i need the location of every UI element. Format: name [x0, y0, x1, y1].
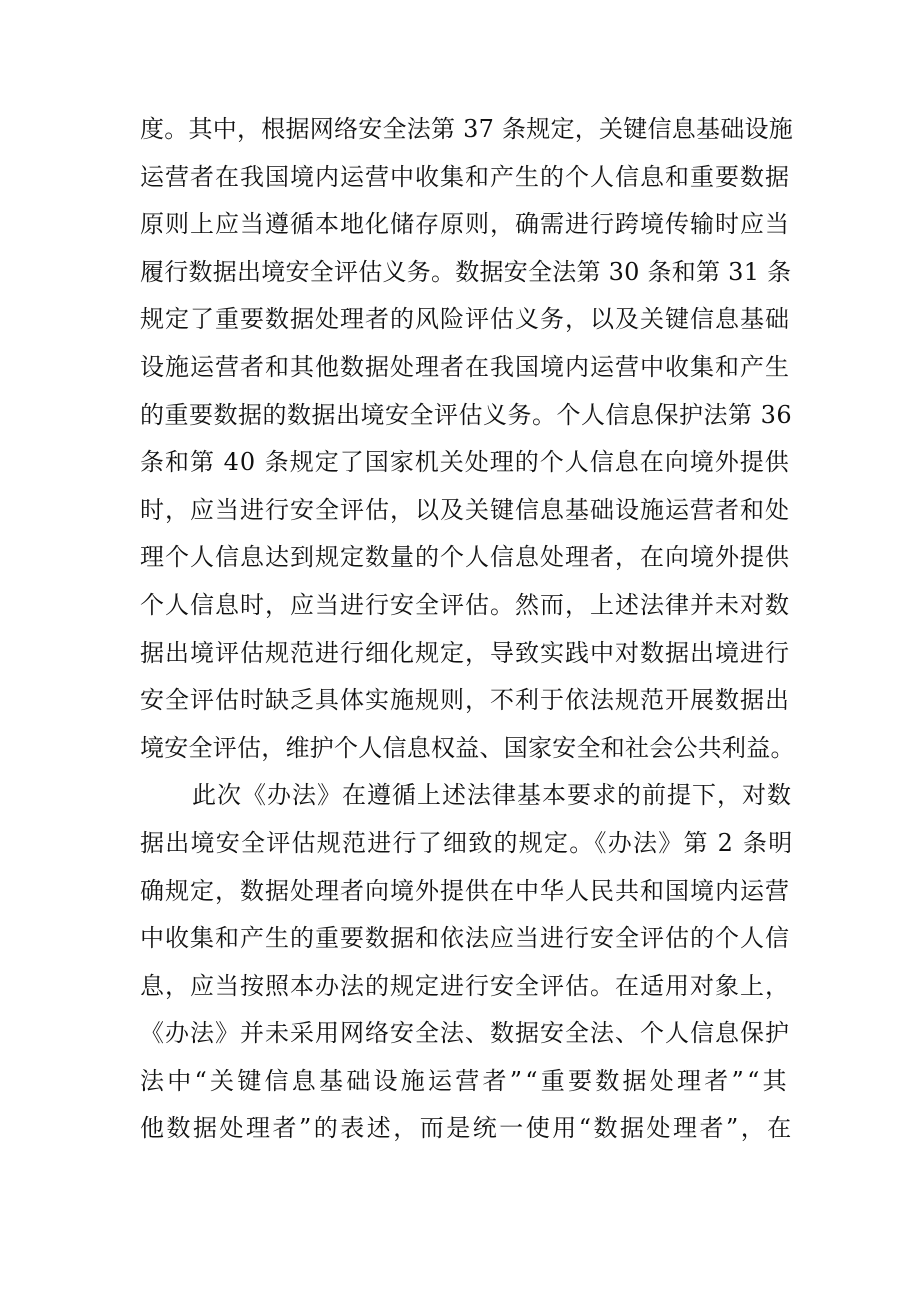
text-line: 时，应当进行安全评估，以及关键信息基础设施运营者和处 — [140, 495, 790, 524]
body-text — [140, 106, 795, 1153]
text-line: 履行数据出境安全评估义务。数据安全法第 30 条和第 31 条 — [140, 257, 792, 286]
text-line: 理个人信息达到规定数量的个人信息处理者，在向境外提供 — [140, 543, 790, 572]
text-line: 运营者在我国境内运营中收集和产生的个人信息和重要数据 — [140, 162, 790, 191]
text-line: 原则上应当遵循本地化储存原则，确需进行跨境传输时应当 — [140, 210, 790, 239]
text-line: 据出境安全评估规范进行了细致的规定。《办法》第 2 条明 — [140, 828, 794, 857]
text-line: 规定了重要数据处理者的风险评估义务，以及关键信息基础 — [140, 305, 790, 334]
text-line: 息，应当按照本办法的规定进行安全评估。在适用对象上， — [140, 971, 790, 1000]
text-line-indented: 此次《办法》在遵循上述法律基本要求的前提下，对数 — [192, 781, 792, 810]
text-line: 安全评估时缺乏具体实施规则，不利于依法规范开展数据出 — [140, 686, 790, 715]
text-line: 法中“关键信息基础设施运营者”“重要数据处理者”“其 — [140, 1066, 790, 1095]
text-line: 中收集和产生的重要数据和依法应当进行安全评估的个人信 — [140, 924, 790, 953]
text-line: 境安全评估，维护个人信息权益、国家安全和社会公共利益。 — [140, 733, 795, 762]
text-line: 个人信息时，应当进行安全评估。然而，上述法律并未对数 — [140, 590, 790, 619]
text-line: 据出境评估规范进行细化规定，导致实践中对数据出境进行 — [140, 638, 790, 667]
text-line: 的重要数据的数据出境安全评估义务。个人信息保护法第 36 — [140, 400, 793, 429]
text-line: 确规定，数据处理者向境外提供在中华人民共和国境内运营 — [140, 876, 790, 905]
text-line: 条和第 40 条规定了国家机关处理的个人信息在向境外提供 — [140, 448, 790, 477]
text-line: 设施运营者和其他数据处理者在我国境内运营中收集和产生 — [140, 352, 790, 381]
text-line: 《办法》并未采用网络安全法、数据安全法、个人信息保护 — [140, 1019, 790, 1048]
text-line: 度。其中，根据网络安全法第 37 条规定，关键信息基础设施 — [140, 115, 794, 143]
text-line: 他数据处理者”的表述，而是统一使用“数据处理者”，在 — [140, 1114, 794, 1143]
